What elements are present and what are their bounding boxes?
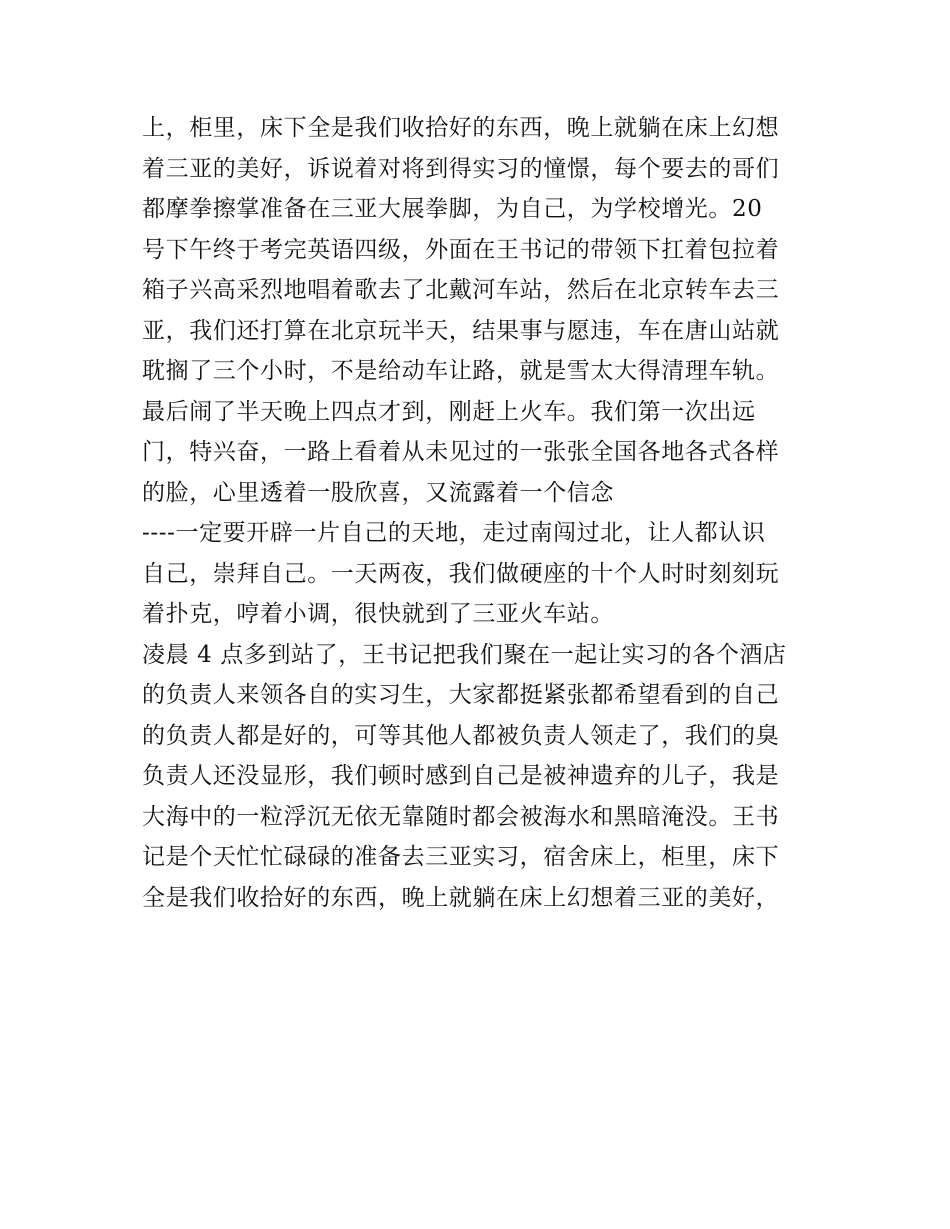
text-line: 箱子兴高采烈地唱着歌去了北戴河车站，然后在北京转车去三 xyxy=(142,277,780,303)
text-body xyxy=(142,108,822,918)
text-line: 的脸，心里透着一股欣喜，又流露着一个信念 xyxy=(142,479,614,506)
text-line: 都摩拳擦掌准备在三亚大展拳脚，为自己，为学校增光。20 xyxy=(142,196,763,222)
text-line: 着三亚的美好，诉说着对将到得实习的憧憬，每个要去的哥们 xyxy=(142,155,780,182)
text-line: 自己，崇拜自己。一天两夜，我们做硬座的十个人时时刻刻玩 xyxy=(142,560,780,587)
text-line: 记是个天忙忙碌碌的准备去三亚实习，宿舍床上，柜里，床下 xyxy=(142,844,780,870)
text-line: ----一定要开辟一片自己的天地，走过南闯过北，让人都认识 xyxy=(142,520,766,546)
text-line: 凌晨 4 点多到站了，王书记把我们聚在一起让实习的各个酒店 xyxy=(142,641,787,668)
text-line: 号下午终于考完英语四级，外面在王书记的带领下扛着包拉着 xyxy=(142,236,780,263)
text-line: 全是我们收拾好的东西，晚上就躺在床上幻想着三亚的美好， xyxy=(142,884,780,911)
text-line: 门，特兴奋，一路上看着从未见过的一张张全国各地各式各样 xyxy=(142,439,780,465)
text-line: 的负责人都是好的，可等其他人都被负责人领走了，我们的臭 xyxy=(142,722,780,749)
text-line: 耽搁了三个小时，不是给动车让路，就是雪太大得清理车轨。 xyxy=(142,358,780,384)
text-line: 负责人还没显形，我们顿时感到自己是被神遗弃的儿子，我是 xyxy=(142,763,780,789)
text-line: 的负责人来领各自的实习生，大家都挺紧张都希望看到的自己 xyxy=(142,682,780,708)
text-line: 大海中的一粒浮沉无依无靠随时都会被海水和黑暗淹没。王书 xyxy=(142,803,780,830)
text-line: 最后闹了半天晚上四点才到，刚赶上火车。我们第一次出远 xyxy=(142,398,756,425)
text-line: 着扑克，哼着小调，很快就到了三亚火车站。 xyxy=(142,601,614,627)
text-line: 亚，我们还打算在北京玩半天，结果事与愿违，车在唐山站就 xyxy=(142,317,780,344)
text-line: 上，柜里，床下全是我们收拾好的东西，晚上就躺在床上幻想 xyxy=(142,115,780,141)
